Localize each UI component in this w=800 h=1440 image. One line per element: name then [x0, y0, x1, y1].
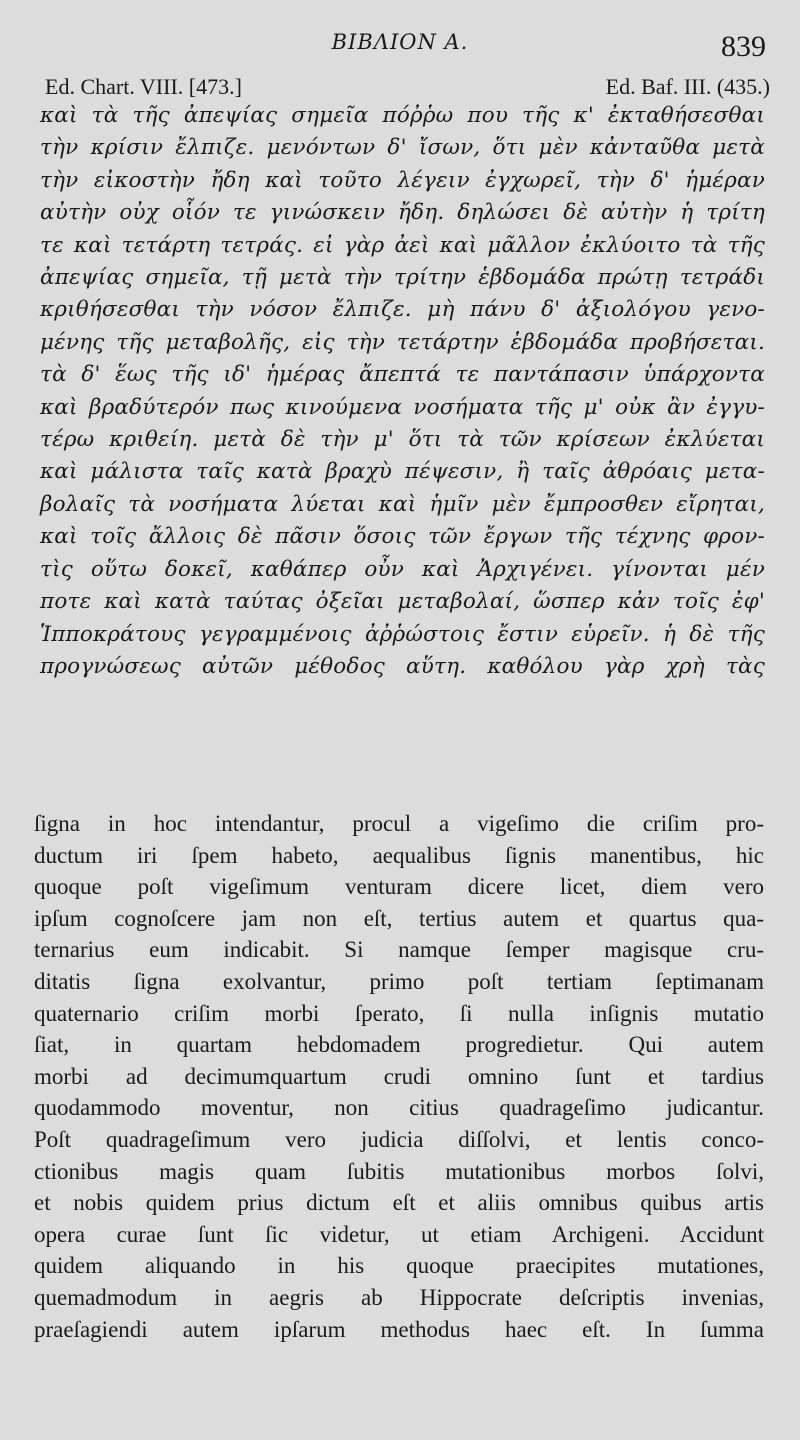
greek-line: τὴν κρίσιν ἔλπιζε. μενόντων δ' ἴσων, ὅτι μὲν κἀνταῦθα μετὰ — [40, 135, 765, 161]
edition-reference-right: Ed. Baf. III. (435.) — [605, 74, 770, 99]
greek-line: τὰ δ' ἕως τῆς ιδ' ἡμέρας ἄπεπτά τε παντάπασιν ὑπάρχοντα — [40, 362, 765, 388]
latin-line: quoque poſt vigeſimum venturam dicere licet, diem vero — [34, 874, 764, 900]
latin-line: ſigna in hoc intendantur, procul a vigeſimo die criſim pro- — [34, 811, 764, 836]
greek-line: τὴν εἰκοστὴν ἤδη καὶ τοῦτο λέγειν ἐγχωρεῖ, τὴν δ' ἡμέραν — [40, 167, 765, 193]
latin-text-block — [34, 808, 764, 1345]
latin-line: quodammodo moventur, non citius quadrageſimo judicantur. — [34, 1095, 764, 1121]
greek-line: καὶ τοῖς ἄλλοις δὲ πᾶσιν ὅσοις τῶν ἔργων τῆς τέχνης φρον- — [40, 524, 765, 550]
greek-line: ποτε καὶ κατὰ ταύτας ὀξεῖαι μεταβολαί, ὥσπερ κἀν τοῖς ἐφ' — [40, 589, 765, 615]
greek-text-block — [40, 100, 765, 683]
latin-line: ditatis ſigna exolvantur, primo poſt tertiam ſeptimanam — [34, 968, 764, 994]
greek-line: αὐτὴν οὐχ οἷόν τε γινώσκειν ἤδη. δηλώσει δὲ αὐτὴν ἡ τρίτη — [40, 200, 765, 226]
latin-line: et nobis quidem prius dictum eſt et aliis omnibus quibus artis — [34, 1190, 764, 1216]
latin-line: morbi ad decimumquartum crudi omnino ſunt et tardius — [34, 1063, 764, 1089]
latin-line: Poſt quadrageſimum vero judicia diſſolvi, et lentis conco- — [34, 1126, 764, 1152]
latin-line: ctionibus magis quam ſubitis mutationibus morbos ſolvi, — [34, 1158, 764, 1184]
greek-line: βολαῖς τὰ νοσήματα λύεται καὶ ἡμῖν μὲν ἔμπροσθεν εἴρηται, — [40, 491, 765, 517]
edition-reference-left: Ed. Chart. VIII. [473.] — [45, 74, 242, 99]
latin-line: praeſagiendi autem ipſarum methodus haec eſt. In ſumma — [34, 1316, 764, 1342]
latin-line: opera curae ſunt ſic videtur, ut etiam Archigeni. Accidunt — [34, 1221, 764, 1247]
greek-line: καὶ βραδύτερόν πως κινούμενα νοσήματα τῆς μ' οὐκ ἂν ἐγγυ- — [40, 394, 765, 420]
latin-line: ductum iri ſpem habeto, aequalibus ſignis manentibus, hic — [34, 842, 764, 868]
greek-line: τε καὶ τετάρτη τετράς. εἰ γὰρ ἀεὶ καὶ μᾶλλον ἐκλύοιτο τὰ τῆς — [40, 232, 765, 258]
greek-line: τὶς οὕτω δοκεῖ, καθάπερ οὖν καὶ Ἀρχιγένει. γίνονται μέν — [40, 556, 765, 582]
page-number: 839 — [721, 30, 766, 63]
latin-line: quidem aliquando in his quoque praecipites mutationes, — [34, 1253, 764, 1279]
latin-line: ipſum cognoſcere jam non eſt, tertius autem et quartus qua- — [34, 905, 764, 931]
running-title: BIBΛΙΟΝ Α. — [331, 30, 469, 54]
greek-line: Ἱπποκράτους γεγραμμένοις ἀῤῥώστοις ἔστιν εὑρεῖν. ἡ δὲ τῆς — [40, 621, 765, 647]
latin-line: ſiat, in quartam hebdomadem progredietur. Qui autem — [34, 1032, 764, 1058]
greek-line: μένης τῆς μεταβολῆς, εἰς τὴν τετάρτην ἑβδομάδα προβήσεται. — [40, 329, 765, 355]
greek-line: καὶ τὰ τῆς ἀπεψίας σημεῖα πόῤῥω που τῆς κ' ἐκταθήσεσθαι — [40, 103, 765, 128]
latin-line: quemadmodum in aegris ab Hippocrate deſcriptis invenias, — [34, 1284, 764, 1310]
greek-line: προγνώσεως αὐτῶν μέθοδος αὕτη. καθόλου γὰρ χρὴ τὰς — [40, 653, 765, 679]
greek-line: καὶ μάλιστα ταῖς κατὰ βραχὺ πέψεσιν, ἢ ταῖς ἀθρόαις μετα- — [40, 459, 765, 485]
latin-line: ternarius eum indicabit. Si namque ſemper magisque cru- — [34, 937, 764, 963]
greek-line: ἀπεψίας σημεῖα, τῇ μετὰ τὴν τρίτην ἑβδομάδα πρώτῃ τετράδι — [40, 265, 765, 291]
greek-line: τέρω κριθείη. μετὰ δὲ τὴν μ' ὅτι τὰ τῶν κρίσεων ἐκλύεται — [40, 427, 765, 453]
greek-line: κριθήσεσθαι τὴν νόσον ἔλπιζε. μὴ πάνυ δ' ἀξιολόγου γενο- — [40, 297, 765, 323]
latin-line: quaternario criſim morbi ſperato, ſi nulla inſignis mutatio — [34, 1000, 764, 1026]
